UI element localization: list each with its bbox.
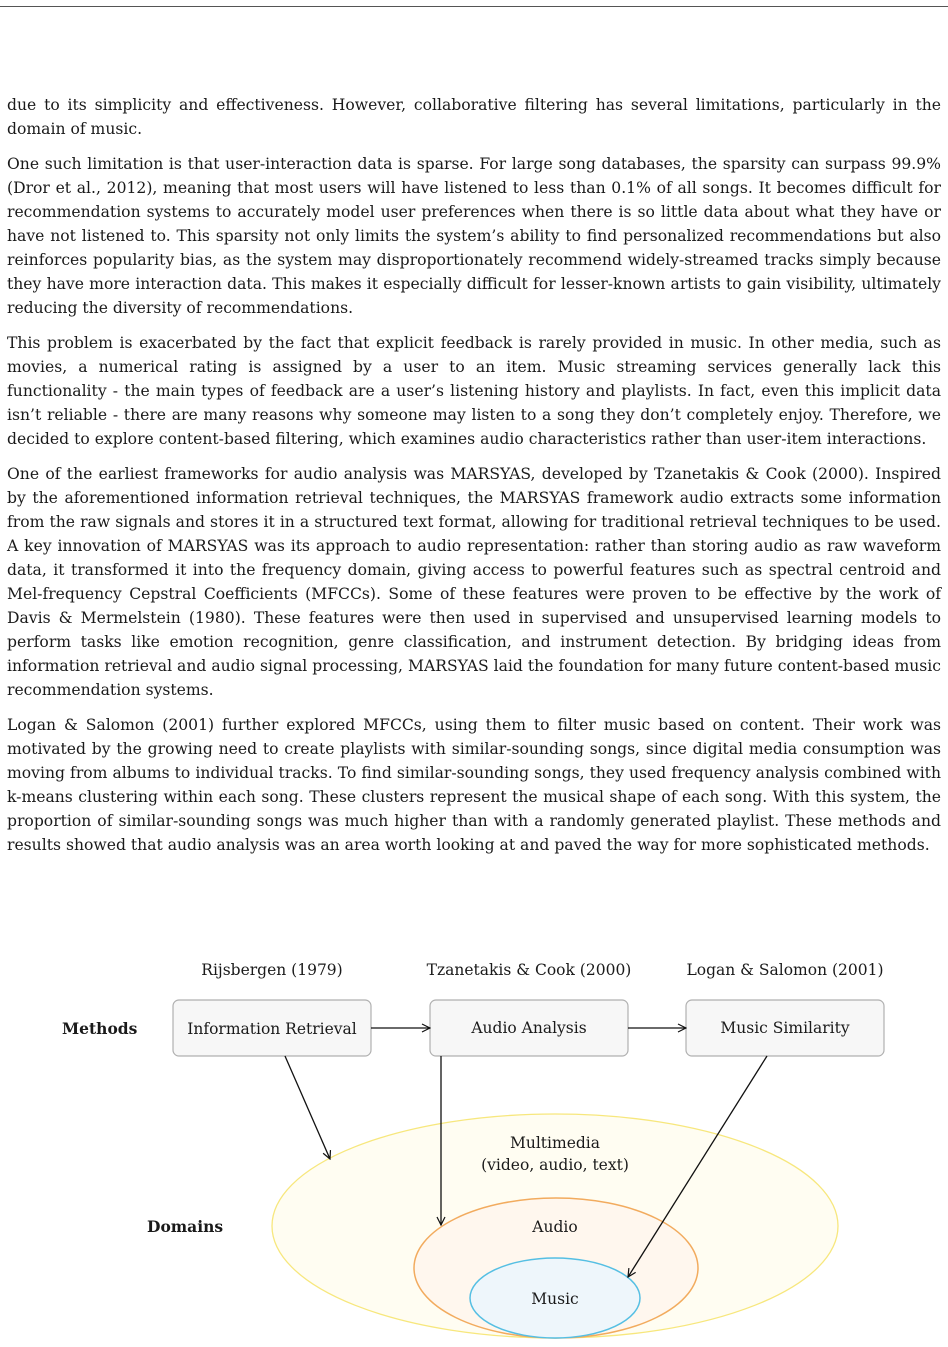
- top-rule: [0, 6, 948, 7]
- paragraph-marsyas: One of the earliest frameworks for audio analysis was MARSYAS, developed by Tzanetakis & Cook (2000). Inspired by the aforementioned information retrieval techniques, the MARSYAS framework audio extracts some information from the raw signals and stores it in a structured text format, allowing for traditional retrieval techniques to be used. A key innovation of MARSYAS was its approach to audio representation: rather than storing audio as raw waveform data, it transformed it into the frequency domain, giving access to powerful features such as spectral centroid and Mel-frequency Cepstral Coefficients (MFCCs). Some of these features were proven to be effective by the work of Davis & Mermelstein (1980). These features were then used in supervised and unsupervised learning models to perform tasks like emotion recognition, genre classification, and instrument detection. By bridging ideas from information retrieval and audio signal processing, MARSYAS laid the foundation for many future content-based music recommendation systems.: [7, 465, 941, 699]
- methods-domains-figure: [0, 940, 948, 1347]
- music-label: Music: [531, 1290, 579, 1308]
- domains-row-label: Domains: [147, 1217, 224, 1236]
- citation-tzanetakis-cook: Tzanetakis & Cook (2000): [426, 961, 632, 979]
- arrow-ir-to-multimedia: [285, 1056, 330, 1159]
- multimedia-sublabel: (video, audio, text): [481, 1156, 629, 1174]
- paragraph-explicit-feedback: This problem is exacerbated by the fact that explicit feedback is rarely provided in music. In other media, such as movies, a numerical rating is assigned by a user to an item. Music streaming services generally lack this functionality - the main types of feedback are a user’s listening history and playlists. In fact, even this implicit data isn’t reliable - there are many reasons why someone may listen to a song they don’t completely enjoy. Therefore, we decided to explore content-based filtering, which examines audio characteristics rather than user-item interactions.: [7, 334, 941, 448]
- figure-svg: [0, 940, 948, 1347]
- methods-row-label: Methods: [62, 1019, 138, 1038]
- multimedia-label: Multimedia: [510, 1134, 600, 1152]
- paragraph-sparsity: One such limitation is that user-interaction data is sparse. For large song databases, the sparsity can surpass 99.9% (Dror et al., 2012), meaning that most users will have listened to less than 0.1% of all songs. It becomes difficult for recommendation systems to accurately model user preferences when there is so little data about what they have or have not listened to. This sparsity not only limits the system’s ability to find personalized recommendations but also reinforces popularity bias, as the system may disproportionately recommend widely-streamed tracks simply because they have more interaction data. This makes it especially difficult for lesser-known artists to gain visibility, ultimately reducing the diversity of recommendations.: [7, 155, 941, 317]
- paragraph-collaborative-filtering: due to its simplicity and effectiveness. However, collaborative filtering has several limitations, particularly in the domain of music.: [7, 96, 941, 138]
- citation-logan-salomon: Logan & Salomon (2001): [686, 961, 884, 979]
- body-text: [7, 93, 941, 868]
- paragraph-logan-salomon: Logan & Salomon (2001) further explored MFCCs, using them to filter music based on content. Their work was motivated by the growing need to create playlists with similar-sounding songs, since digital media consumption was moving from albums to individual tracks. To find similar-sounding songs, they used frequency analysis combined with k-means clustering within each song. These clusters represent the musical shape of each song. With this system, the proportion of similar-sounding songs was much higher than with a randomly generated playlist. These methods and results showed that audio analysis was an area worth looking at and paved the way for more sophisticated methods.: [7, 716, 941, 854]
- audio-analysis-label: Audio Analysis: [471, 1019, 587, 1037]
- music-similarity-label: Music Similarity: [720, 1019, 850, 1037]
- information-retrieval-label: Information Retrieval: [187, 1020, 357, 1038]
- audio-label: Audio: [532, 1218, 578, 1236]
- citation-rijsbergen: Rijsbergen (1979): [201, 961, 343, 979]
